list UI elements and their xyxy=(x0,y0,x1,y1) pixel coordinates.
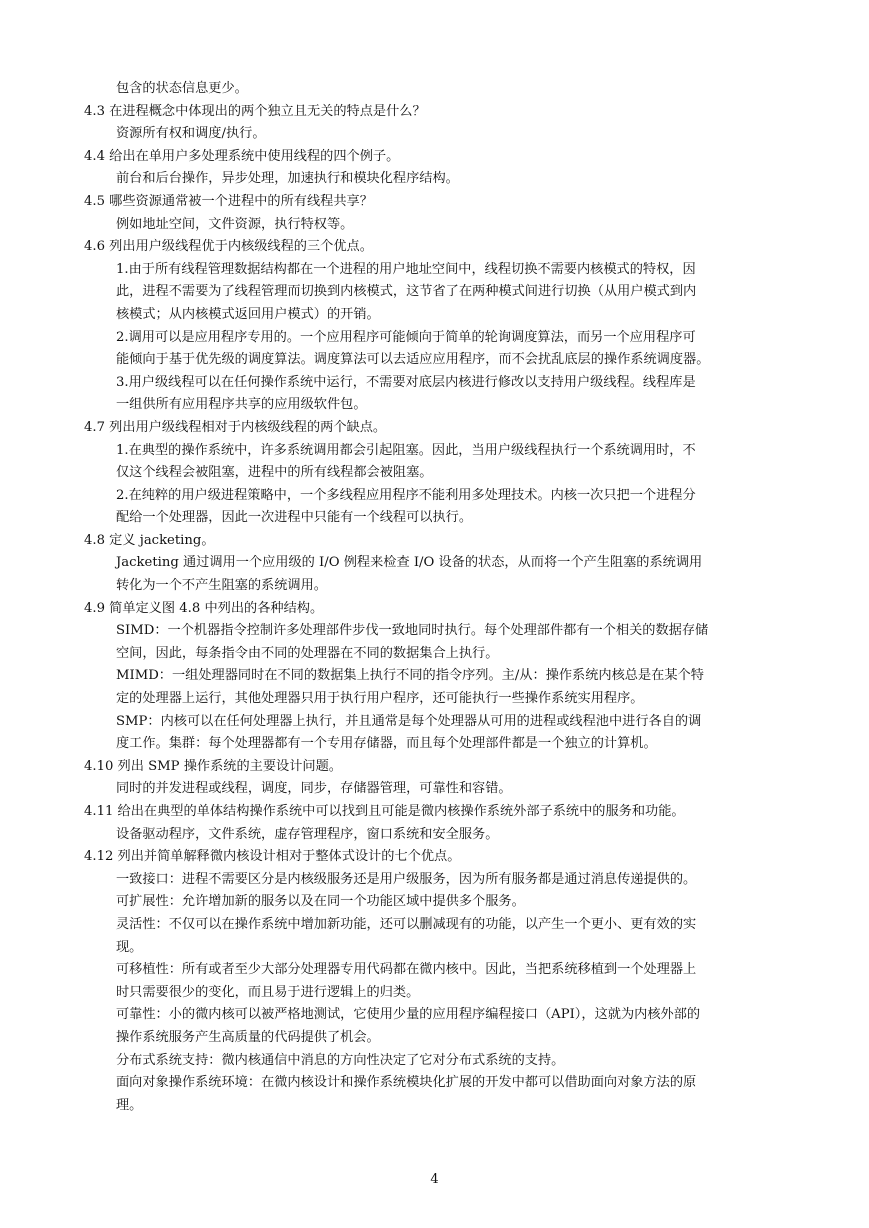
answer-line: 面向对象操作系统环境：在微内核设计和操作系统模块化扩展的开发中都可以借助面向对象方法的原 xyxy=(116,1075,697,1091)
answer-line: 一致接口：进程不需要区分是内核级服务还是用户级服务，因为所有服务都是通过消息传递提供的。 xyxy=(116,871,697,887)
question-section xyxy=(84,846,790,1117)
answer-line: 理。 xyxy=(116,1097,143,1113)
answer-line: 可靠性：小的微内核可以被严格地测试，它使用少量的应用程序编程接口（API），这就为内核外部的 xyxy=(116,1007,701,1023)
answer-paragraph xyxy=(84,959,790,1004)
answer-line: 3.用户级线程可以在任何操作系统中运行，不需要对底层内核进行修改以支持用户级线程。线程库是 xyxy=(116,374,696,390)
answer-line: 转化为一个不产生阻塞的系统调用。 xyxy=(116,578,327,594)
answer-paragraph xyxy=(84,485,790,530)
answer-paragraph xyxy=(84,327,790,372)
answer-line: 配给一个处理器，因此一次进程中只能有一个线程可以执行。 xyxy=(116,510,473,526)
answer-line: 时只需要很少的变化，而且易于进行逻辑上的归类。 xyxy=(116,984,420,1000)
question-section xyxy=(84,146,790,191)
question-section xyxy=(84,756,790,801)
question-heading: 4.12 列出并简单解释微内核设计相对于整体式设计的七个优点。 xyxy=(84,849,461,865)
answer-line: MIMD：一组处理器同时在不同的数据集上执行不同的指令序列。主/从：操作系统内核总是在某个特 xyxy=(116,668,704,684)
answer-line: 度工作。集群：每个处理器都有一个专用存储器，而且每个处理部件都是一个独立的计算机。 xyxy=(116,736,657,752)
answer-paragraph xyxy=(84,665,790,710)
answer-paragraph xyxy=(84,869,790,892)
answer-line: 同时的并发进程或线程，调度，同步，存储器管理，可靠性和容错。 xyxy=(116,781,512,797)
answer-line: 空间，因此，每条指令由不同的处理器在不同的数据集合上执行。 xyxy=(116,645,499,661)
page-content xyxy=(84,78,790,1117)
question-section xyxy=(84,236,790,417)
question-section xyxy=(84,598,790,756)
answer-paragraph xyxy=(84,620,790,665)
answer-line: 一组供所有应用程序共享的应用级软件包。 xyxy=(116,397,367,413)
question-heading: 4.11 给出在典型的单体结构操作系统中可以找到且可能是微内核操作系统外部子系统中的服务和功能。 xyxy=(84,804,685,819)
answer-paragraph xyxy=(84,1050,790,1073)
question-heading: 4.3 在进程概念中体现出的两个独立且无关的特点是什么？ xyxy=(84,103,426,119)
answer-line: 例如地址空间，文件资源，执行特权等。 xyxy=(116,216,354,232)
question-heading: 4.10 列出 SMP 操作系统的主要设计问题。 xyxy=(84,758,342,774)
answer-line: 现。 xyxy=(116,939,143,955)
question-section xyxy=(84,530,790,598)
answer-line: 2.在纯粹的用户级进程策略中，一个多线程应用程序不能利用多处理技术。内核一次只把一个进程分 xyxy=(116,487,696,503)
answer-paragraph xyxy=(84,1004,790,1049)
answer-paragraph xyxy=(84,711,790,756)
answer-line: 资源所有权和调度/执行。 xyxy=(116,126,266,142)
question-section xyxy=(84,101,790,146)
answer-line: 分布式系统支持：微内核通信中消息的方向性决定了它对分布式系统的支持。 xyxy=(116,1052,565,1068)
answer-line: SMP：内核可以在任何处理器上执行，并且通常是每个处理器从可用的进程或线程池中进行各自的调 xyxy=(116,713,702,729)
question-heading: 4.9 简单定义图 4.8 中列出的各种结构。 xyxy=(84,600,324,616)
answer-paragraph xyxy=(84,259,790,327)
answer-line: 1.由于所有线程管理数据结构都在一个进程的用户地址空间中，线程切换不需要内核模式的特权，因 xyxy=(116,261,696,277)
answer-line: SIMD：一个机器指令控制许多处理部件步伐一致地同时执行。每个处理部件都有一个相关的数据存储 xyxy=(116,623,709,639)
answer-paragraph xyxy=(84,372,790,417)
answer-line: 此，进程不需要为了线程管理而切换到内核模式，这节省了在两种模式间进行切换（从用户模式到内 xyxy=(116,284,697,300)
question-heading: 4.6 列出用户级线程优于内核级线程的三个优点。 xyxy=(84,239,373,255)
answer-paragraph xyxy=(84,552,790,597)
question-heading: 4.8 定义 jacketing。 xyxy=(84,532,215,548)
answer-line: 能倾向于基于优先级的调度算法。调度算法可以去适应应用程序，而不会扰乱底层的操作系统调度器。 xyxy=(116,352,710,368)
answer-line: 1.在典型的操作系统中，许多系统调用都会引起阻塞。因此，当用户级线程执行一个系统调用时，不 xyxy=(116,442,696,458)
answer-line: 灵活性：不仅可以在操作系统中增加新功能，还可以删减现有的功能，以产生一个更小、更有效的实 xyxy=(116,916,697,932)
question-section xyxy=(84,801,790,846)
answer-line: 可移植性：所有或者至少大部分处理器专用代码都在微内核中。因此，当把系统移植到一个处理器上 xyxy=(116,962,697,978)
answer-paragraph xyxy=(84,914,790,959)
answer-line: 定的处理器上运行，其他处理器只用于执行用户程序，还可能执行一些操作系统实用程序。 xyxy=(116,691,644,707)
answer-line: 操作系统服务产生高质量的代码提供了机会。 xyxy=(116,1029,380,1045)
answer-paragraph xyxy=(84,1072,790,1117)
question-section xyxy=(84,417,790,530)
question-heading: 4.5 哪些资源通常被一个进程中的所有线程共享？ xyxy=(84,193,373,209)
answer-line: 仅这个线程会被阻塞，进程中的所有线程都会被阻塞。 xyxy=(116,465,433,481)
answer-line: 2.调用可以是应用程序专用的。一个应用程序可能倾向于简单的轮询调度算法，而另一个应用程序可 xyxy=(116,329,696,345)
answer-line: Jacketing 通过调用一个应用级的 I/O 例程来检查 I/O 设备的状态，从而将一个产生阻塞的系统调用 xyxy=(116,555,703,571)
answer-line: 核模式；从内核模式返回用户模式）的开销。 xyxy=(116,306,380,322)
page-number: 4 xyxy=(430,1172,439,1187)
question-heading: 4.4 给出在单用户多处理系统中使用线程的四个例子。 xyxy=(84,148,400,164)
answer-line: 设备驱动程序，文件系统，虚存管理程序，窗口系统和安全服务。 xyxy=(116,826,499,842)
lead-answer-line: 包含的状态信息更少。 xyxy=(116,81,248,96)
answer-line: 前台和后台操作，异步处理，加速执行和模块化程序结构。 xyxy=(116,171,459,187)
question-section xyxy=(84,191,790,236)
answer-line: 可扩展性：允许增加新的服务以及在同一个功能区域中提供多个服务。 xyxy=(116,894,525,910)
answer-paragraph xyxy=(84,891,790,914)
answer-paragraph xyxy=(84,440,790,485)
question-heading: 4.7 列出用户级线程相对于内核级线程的两个缺点。 xyxy=(84,419,387,435)
